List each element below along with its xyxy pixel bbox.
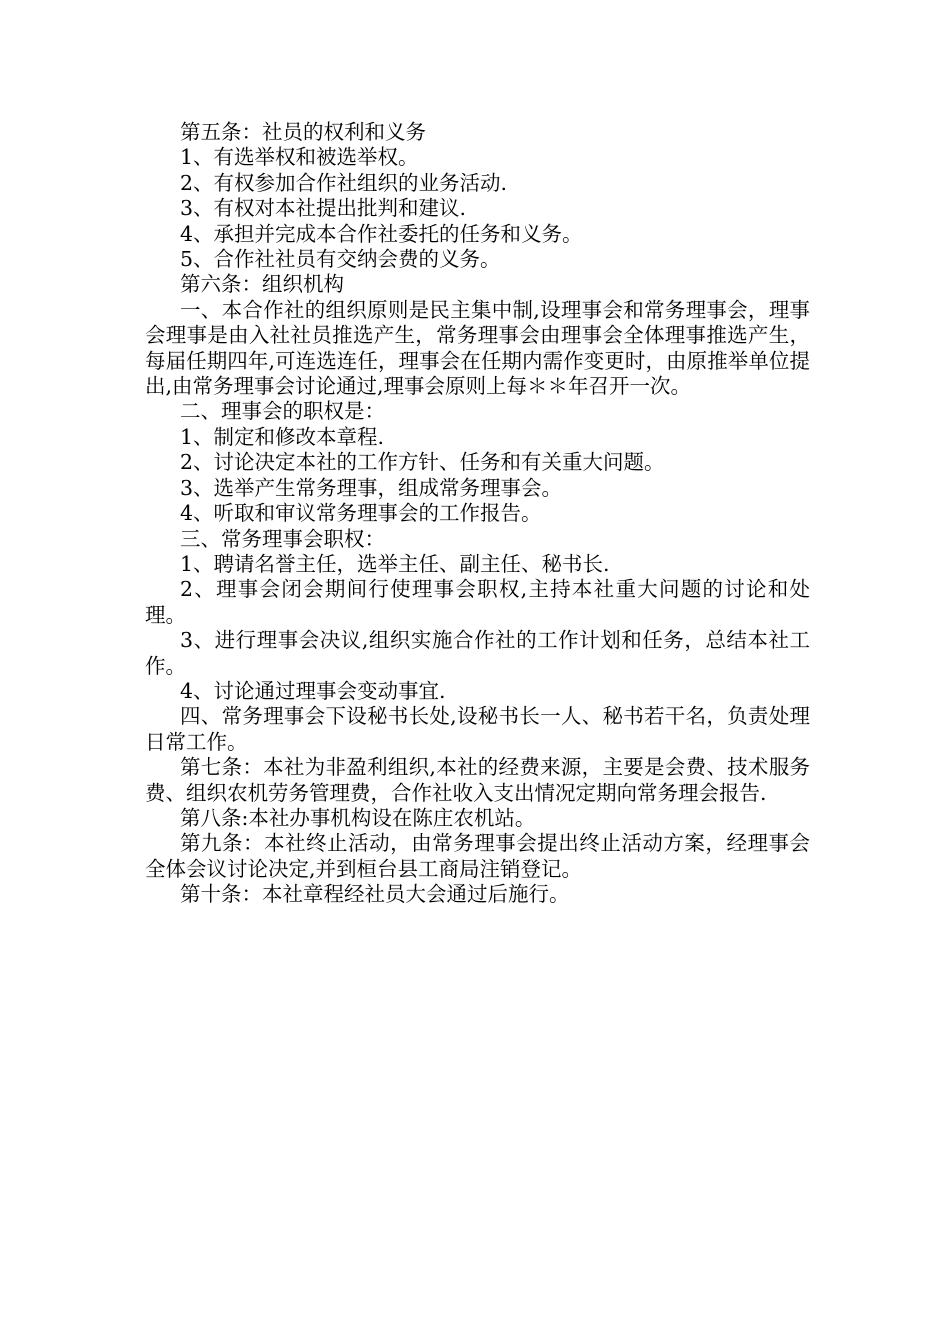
- article-5-item-1: 1、有选举权和被选举权。: [180, 145, 419, 170]
- article-6-section-2-item-4: 4、听取和审议常务理事会的工作报告。: [180, 501, 542, 526]
- article-5-item-4: 4、承担并完成本合作社委托的任务和义务。: [180, 221, 583, 246]
- article-6-section-4: 四、常务理事会下设秘书长处,设秘书长一人、秘书若干名，负责处理日常工作。: [145, 704, 810, 754]
- document-body: [145, 120, 810, 908]
- article-6-section-3-item-4: 4、讨论通过理事会变动事宜.: [180, 678, 446, 703]
- article-6-section-3-item-3: 3、进行理事会决议,组织实施合作社的工作计划和任务，总结本社工作。: [145, 628, 810, 678]
- article-6-section-3-heading: 三、常务理事会职权：: [180, 526, 385, 551]
- article-6-section-3-item-1: 1、聘请名誉主任，选举主任、副主任、秘书长.: [180, 551, 610, 576]
- article-10: 第十条：本社章程经社员大会通过后施行。: [180, 882, 570, 907]
- article-5-item-2: 2、有权参加合作社组织的业务活动.: [180, 170, 508, 195]
- article-6-section-2-item-2: 2、讨论决定本社的工作方针、任务和有关重大问题。: [180, 450, 665, 475]
- article-6-section-1: 一、本合作社的组织原则是民主集中制,设理事会和常务理事会，理事会理事是由入社社员推选产生，常务理事会由理事会全体理事推选产生，每届任期四年,可连选连任，理事会在任期内需作变更时，由原推举单位提出,由常务理事会讨论通过,理事会原则上每＊＊年召开一次。: [145, 297, 810, 399]
- article-6-heading: 第六条：组织机构: [180, 272, 344, 297]
- article-7: 第七条：本社为非盈利组织,本社的经费来源，主要是会费、技术服务费、组织农机劳务管理费，合作社收入支出情况定期向常务理会报告.: [145, 755, 810, 805]
- article-6-section-2-heading: 二、理事会的职权是：: [180, 399, 385, 424]
- article-5-item-3: 3、有权对本社提出批判和建议.: [180, 196, 467, 221]
- article-6-section-3-item-2: 2、理事会闭会期间行使理事会职权,主持本社重大问题的讨论和处理。: [145, 577, 810, 627]
- article-5-item-5: 5、合作社社员有交纳会费的义务。: [180, 247, 501, 272]
- article-9: 第九条：本社终止活动，由常务理事会提出终止活动方案，经理事会全体会议讨论决定,并到桓台县工商局注销登记。: [145, 831, 810, 881]
- article-6-section-2-item-1: 1、制定和修改本章程.: [180, 424, 385, 449]
- article-8: 第八条:本社办事机构设在陈庄农机站。: [180, 805, 536, 830]
- article-5-heading: 第五条：社员的权利和义务: [180, 120, 426, 144]
- article-6-section-2-item-3: 3、选举产生常务理事，组成常务理事会。: [180, 475, 563, 500]
